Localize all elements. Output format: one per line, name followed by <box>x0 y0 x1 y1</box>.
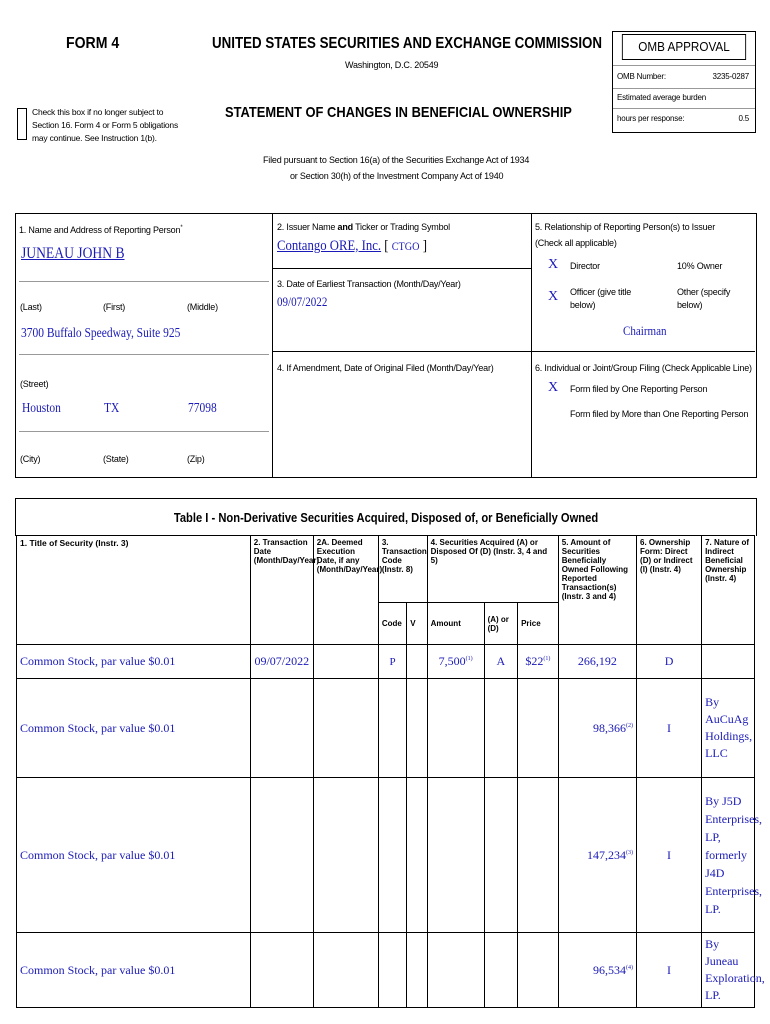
reporting-person-name[interactable]: JUNEAU JOHN B <box>21 245 125 262</box>
price-footnote[interactable]: (1) <box>543 656 551 662</box>
street-label: (Street) <box>20 379 49 389</box>
relationship-sublabel: (Check all applicable) <box>535 238 617 248</box>
omb-number-label: OMB Number: <box>617 72 666 81</box>
filing-label: 6. Individual or Joint/Group Filing (Check Applicable Line) <box>535 363 752 373</box>
subcol-v: V <box>407 603 427 645</box>
col-transaction-date: 2. Transaction Date (Month/Day/Year) <box>250 536 313 645</box>
omb-number-value: 3235-0287 <box>712 72 749 81</box>
middle-label: (Middle) <box>187 302 218 312</box>
table1-header-row <box>17 536 755 603</box>
deemed-date <box>313 778 378 933</box>
table1-title: Table I - Non-Derivative Securities Acquired, Disposed of, or Beneficially Owned <box>173 510 599 525</box>
owned-value: 147,234 <box>587 847 627 862</box>
zip-label: (Zip) <box>187 454 205 464</box>
omb-hours-label: hours per response: <box>617 114 685 123</box>
a-or-d-value <box>484 778 518 933</box>
owned-value: 96,534 <box>593 962 627 977</box>
director-label: Director <box>570 261 600 271</box>
security-title: Common Stock, par value $0.01 <box>17 679 251 778</box>
transaction-code: P <box>378 645 406 679</box>
amount-cell <box>427 679 484 778</box>
city-label: (City) <box>20 454 41 464</box>
security-title: Common Stock, par value $0.01 <box>17 645 251 679</box>
filed-pursuant-line-2: or Section 30(h) of the Investment Company Act of 1940 <box>290 171 504 181</box>
omb-title: OMB APPROVAL <box>622 34 746 60</box>
checkbox-text-line: Check this box if no longer subject to <box>32 107 164 117</box>
col-amount-owned: 5. Amount of Securities Beneficially Owned Following Reported Transaction(s) (Instr. 3 and 4) <box>558 536 636 645</box>
ownership-form-value: I <box>637 778 702 933</box>
nature-value <box>702 645 755 679</box>
v-cell <box>407 778 427 933</box>
ten-percent-owner-label: 10% Owner <box>677 261 723 271</box>
amount-cell <box>427 645 484 679</box>
transaction-date <box>250 933 313 1008</box>
table-row <box>17 679 755 778</box>
owned-cell <box>558 933 636 1008</box>
v-cell <box>407 679 427 778</box>
amount-footnote[interactable]: (1) <box>465 656 473 662</box>
ownership-form-value: D <box>637 645 702 679</box>
one-person-label: Form filed by One Reporting Person <box>570 384 708 394</box>
transaction-code <box>378 679 406 778</box>
table-row <box>17 645 755 679</box>
omb-hours-value: 0.5 <box>738 114 749 123</box>
other-label-line: below) <box>677 300 703 310</box>
owned-footnote[interactable]: (2) <box>626 722 634 729</box>
issuer-label-part: 2. Issuer Name <box>277 222 338 232</box>
price-cell <box>518 645 559 679</box>
amount-value: 7,500 <box>438 654 466 668</box>
director-mark[interactable]: X <box>548 257 559 272</box>
owned-footnote[interactable]: (3) <box>626 849 634 856</box>
state-value: TX <box>104 400 120 415</box>
filed-pursuant-line-1: Filed pursuant to Section 16(a) of the Securities Exchange Act of 1934 <box>263 155 530 165</box>
transaction-date <box>250 778 313 933</box>
more-persons-label: Form filed by More than One Reporting Person <box>570 409 749 419</box>
owned-cell <box>558 679 636 778</box>
non-derivative-table <box>16 535 765 1008</box>
form-name: FORM 4 <box>66 35 120 52</box>
agency-name: UNITED STATES SECURITIES AND EXCHANGE COMMISSION <box>212 35 603 52</box>
officer-label <box>570 286 631 312</box>
issuer-name-link[interactable]: Contango ORE, Inc. <box>277 238 382 254</box>
deemed-date <box>313 679 378 778</box>
a-or-d-value: A <box>484 645 518 679</box>
col-securities-acquired: 4. Securities Acquired (A) or Disposed Of (D) (Instr. 3, 4 and 5) <box>427 536 558 603</box>
officer-mark[interactable]: X <box>548 289 559 304</box>
issuer-ticker: CTGO <box>391 239 420 253</box>
relationship-label: 5. Relationship of Reporting Person(s) to Issuer <box>535 222 715 232</box>
col-transaction-code: 3. Transaction Code (Instr. 8) <box>378 536 427 603</box>
owned-footnote[interactable]: (4) <box>626 964 634 971</box>
last-label: (Last) <box>20 302 42 312</box>
nature-value: By Juneau Exploration, LP. <box>702 933 755 1008</box>
amendment-label: 4. If Amendment, Date of Original Filed (Month/Day/Year) <box>277 363 494 373</box>
deemed-date <box>313 933 378 1008</box>
no-longer-subject-checkbox[interactable] <box>17 108 27 140</box>
earliest-transaction-label: 3. Date of Earliest Transaction (Month/Day/Year) <box>277 279 461 289</box>
agency-location: Washington, D.C. 20549 <box>345 60 439 70</box>
deemed-date <box>313 645 378 679</box>
a-or-d-value <box>484 933 518 1008</box>
state-label: (State) <box>103 454 129 464</box>
issuer-line <box>277 238 427 255</box>
issuer-label <box>277 222 450 232</box>
v-cell <box>407 933 427 1008</box>
col-deemed-execution-date: 2A. Deemed Execution Date, if any (Month/Day/Year) <box>313 536 378 645</box>
col-title-of-security: 1. Title of Security (Instr. 3) <box>17 536 251 645</box>
subcol-price: Price <box>518 603 559 645</box>
officer-title: Chairman <box>623 323 667 338</box>
issuer-label-part: Ticker or Trading Symbol <box>352 222 450 232</box>
earliest-transaction-date: 09/07/2022 <box>277 294 328 309</box>
other-label-line: Other (specify <box>677 287 731 297</box>
other-label <box>677 286 730 312</box>
checkbox-instructions <box>32 106 178 145</box>
table-row <box>17 778 755 933</box>
amount-cell <box>427 933 484 1008</box>
officer-label-line: Officer (give title <box>570 287 632 297</box>
city-value: Houston <box>22 400 61 415</box>
reporting-person-label-text: 1. Name and Address of Reporting Person <box>19 225 181 235</box>
ticker-bracket-close: ] <box>422 238 427 254</box>
first-label: (First) <box>103 302 126 312</box>
v-cell <box>407 645 427 679</box>
owned-cell <box>558 645 636 679</box>
price-value: $22 <box>525 654 544 668</box>
reporting-person-asterisk: * <box>180 225 183 231</box>
price-cell <box>518 933 559 1008</box>
col-nature-of-ownership: 7. Nature of Indirect Beneficial Ownership (Instr. 4) <box>702 536 755 645</box>
security-title: Common Stock, par value $0.01 <box>17 933 251 1008</box>
owned-cell <box>558 778 636 933</box>
nature-value: By J5D Enterprises, LP, formerly J4D Enterprises, LP. <box>702 778 755 933</box>
street-address: 3700 Buffalo Speedway, Suite 925 <box>21 325 181 340</box>
one-person-mark[interactable]: X <box>548 380 559 395</box>
checkbox-text-line: Section 16. Form 4 or Form 5 obligations <box>32 120 179 130</box>
owned-value: 98,366 <box>593 720 627 735</box>
a-or-d-value <box>484 679 518 778</box>
price-cell <box>518 778 559 933</box>
subcol-amount: Amount <box>427 603 484 645</box>
reporting-person-label <box>19 225 182 235</box>
transaction-date: 09/07/2022 <box>250 645 313 679</box>
subcol-code: Code <box>378 603 406 645</box>
col-ownership-form: 6. Ownership Form: Direct (D) or Indirect (I) (Instr. 4) <box>637 536 702 645</box>
table-row <box>17 933 755 1008</box>
subcol-a-or-d: (A) or (D) <box>484 603 518 645</box>
owned-value: 266,192 <box>577 654 617 668</box>
amount-cell <box>427 778 484 933</box>
issuer-label-and: and <box>337 222 353 232</box>
omb-burden-label: Estimated average burden <box>617 93 707 102</box>
form-title: STATEMENT OF CHANGES IN BENEFICIAL OWNERSHIP <box>225 104 572 121</box>
omb-approval-box <box>612 31 756 133</box>
nature-value: By AuCuAg Holdings, LLC <box>702 679 755 778</box>
ticker-bracket-open: [ <box>384 238 389 254</box>
transaction-code <box>378 933 406 1008</box>
officer-label-line: below) <box>570 300 596 310</box>
table1-title-bar <box>15 498 757 536</box>
security-title: Common Stock, par value $0.01 <box>17 778 251 933</box>
transaction-code <box>378 778 406 933</box>
price-cell <box>518 679 559 778</box>
checkbox-text-line: may continue. See Instruction 1(b). <box>32 133 157 143</box>
ownership-form-value: I <box>637 933 702 1008</box>
transaction-date <box>250 679 313 778</box>
zip-value: 77098 <box>188 400 217 415</box>
ownership-form-value: I <box>637 679 702 778</box>
